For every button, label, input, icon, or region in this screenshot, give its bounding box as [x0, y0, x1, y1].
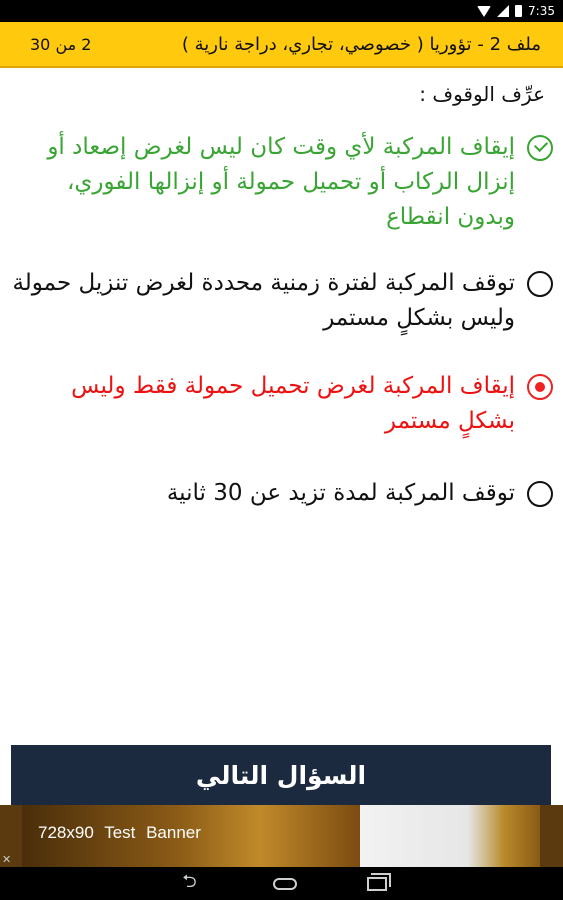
question-text: عرِّف الوقوف :: [419, 82, 545, 106]
system-nav-bar: [0, 867, 563, 900]
answer-option-1[interactable]: [8, 130, 553, 235]
ad-banner[interactable]: [0, 805, 563, 867]
question-counter: 2 من 30: [30, 34, 92, 54]
quiz-header: [0, 22, 563, 66]
radio-selected-icon: [527, 374, 553, 400]
home-icon[interactable]: [273, 878, 297, 890]
answer-option-2[interactable]: [8, 266, 553, 336]
status-bar: [0, 0, 563, 22]
signal-icon: [497, 5, 509, 17]
check-circle-icon: [527, 135, 553, 161]
close-icon[interactable]: ✕: [2, 853, 12, 866]
battery-icon: [515, 5, 522, 17]
wifi-icon: [477, 6, 491, 17]
answer-option-label: إيقاف المركبة لغرض تحميل حمولة فقط وليس بشكلٍ مستمر: [71, 373, 515, 434]
ad-banner-text: 728x90 Test Banner: [38, 823, 201, 842]
recent-apps-icon[interactable]: [367, 877, 387, 891]
header-divider: [0, 66, 563, 68]
back-icon[interactable]: ⮌: [182, 870, 197, 892]
answer-option-4[interactable]: [8, 476, 553, 511]
radio-empty-icon: [527, 481, 553, 507]
answer-option-label: توقف المركبة لفترة زمنية محددة لغرض تنزيل حمولة وليس بشكلٍ مستمر: [12, 270, 515, 331]
next-question-button[interactable]: السؤال التالي: [11, 745, 551, 805]
answer-option-3[interactable]: [8, 369, 553, 439]
quiz-file-title: ملف 2 - تؤوريا ( خصوصي، تجاري، دراجة نارية ): [181, 33, 541, 55]
answer-option-label: توقف المركبة لمدة تزيد عن 30 ثانية: [166, 480, 515, 506]
ad-image-secondary: [360, 805, 540, 867]
status-time: 7:35: [528, 4, 555, 18]
answer-option-label: إيقاف المركبة لأي وقت كان ليس لغرض إصعاد أو إنزال الركاب أو تحميل حمولة أو إنزالها الفوري، وبدون انقطاع: [47, 134, 515, 230]
radio-empty-icon: [527, 271, 553, 297]
